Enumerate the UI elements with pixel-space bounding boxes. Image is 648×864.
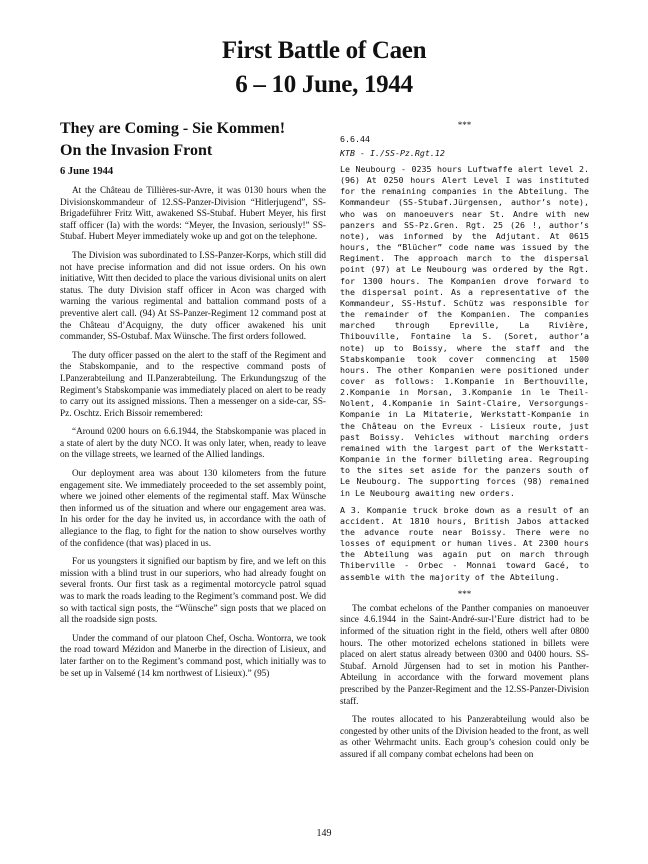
chapter-title <box>0 34 648 102</box>
section-divider: *** <box>457 120 472 130</box>
paragraph: The routes allocated to his Panzerabteilung would also be congested by other units of the Division headed to the front, as well as other Wehrmacht units. Each group’s cohesion could only be assured if all company combat echelons had been on <box>340 714 589 759</box>
section-date: 6 June 1944 <box>60 166 114 177</box>
war-diary-entry: Le Neubourg - 0235 hours Luftwaffe alert level 2. (96) At 0250 hours Alert Level I was instituted for the remaining companies in the Abteilung. The Kommandeur (SS-Stubaf.Jürgensen, author’s note), who was on manoeuvers near St. Andre with new panzers and SS-Pz.Gren. Rgt. 25 (26 !, author’s note), was informed by the Adjutant. At 0615 hours, the “Blücher” code name was issued by the Regiment. The approach march to the dispersal point (97) at Le Neubourg was ordered by the Rgt. for 1300 hours. The Kompanien drove forward to the dispersal point. As a representative of the Kommandeur, SS-Hstuf. Schütz was responsible for the remainder of the Kompanien. The companies marched through Epreville, La Rivière, Thibouville, Fontaine la S. (Soret, author’a note) up to Boissy, where the staff and the Stabskompanie took cover commencing at 1500 hours. The other Kompanien were positioned under cover as follows: 1.Kompanie in Berthouville, 2.Kompanie in Morsan, 3.Kompanie in le Theil-Nolent, 4.Kompanie in Saint-Claire, Versorgungs-Kompanie in La Mitaterie, Werkstatt-Kompanie in the Château on the Evreux - Lisieux route, just past Boissy. Vehicles without marching orders remained with the largest part of the Werkstatt-Kompanie in the former billeting area. Regrouping to the sites set aside for the panzers south of Le Neubourg. The supporting forces (98) remained in Le Neubourg awaiting new orders. <box>340 164 589 498</box>
paragraph: Under the command of our platoon Chef, Oscha. Wontorra, we took the road toward Mézidon and Manerbe in the direction of Lisieux, and later farther on to the Regiment’s command post, which initially was to be set up in Valsemé (14 km northwest of Lisieux).” (95) <box>60 632 326 678</box>
chapter-title-line2: 6 – 10 June, 1944 <box>235 71 413 98</box>
log-date: 6.6.44 <box>340 134 370 144</box>
section-subheading: On the Invasion Front <box>60 142 213 159</box>
war-diary-entry: A 3. Kompanie truck broke down as a result of an accident. At 1810 hours, British Jabos attacked the advance route near Boissy. There were no losses of equipment or human lives. At 2300 hours the Abteilung was again put on march through Thiberville - Orbec - Monnai toward Gacé, to assemble with the majority of the Abteilung. <box>340 504 589 582</box>
paragraph: “Around 0200 hours on 6.6.1944, the Stabskompanie was placed in a state of alert by the duty NCO. It was only later, when, ready to leave on the village streets, we learned of the Allied landings. <box>60 426 326 460</box>
page-number: 149 <box>316 828 332 839</box>
section-divider: *** <box>457 588 472 599</box>
paragraph: The Division was subordinated to I.SS-Panzer-Korps, which still did not have precise information and did not issue orders. On his own initiative, Witt then decided to place the various divisional units on alert status. The duty Division staff officer in Acon was charged with warning the various regimental and battalion command posts of a preventive alert call. (94) At SS-Panzer-Regiment 12 command post at the Château d’Acquigny, the duty officer awakened his unit commander, SS-Ostubaf. Max Wünsche. The first orders followed. <box>60 249 326 342</box>
right-column <box>340 118 589 768</box>
section-heading: They are Coming - Sie Kommen! <box>60 120 286 137</box>
chapter-title-line1: First Battle of Caen <box>221 37 427 64</box>
log-unit: KTB - I./SS-Pz.Rgt.12 <box>340 148 445 158</box>
paragraph: For us youngsters it signified our baptism by fire, and we left on this mission with a blind trust in our superiors, who had already fought on several fronts. Our first task as a regimental motorcycle patrol squad was to mark the roads leading to the Regiment’s command post. We did so with tactical sign posts, the “Wünsche” sign posts that we placed on all the roadside sign posts. <box>60 556 326 625</box>
paragraph: The duty officer passed on the alert to the staff of the Regiment and the Stabskompanie, and to the respective command posts of I.Panzerabteilung and II.Panzerabteilung. The Erkundungszug of the Regiment’s Stabskompanie was immediately placed on alert to be ready to carry out its assigned missions. Then a messenger on a side-car, SS-Pz. Oschtz. Erich Bissoir remembered: <box>60 349 326 418</box>
paragraph: At the Château de Tillières-sur-Avre, it was 0130 hours when the Divisionskommandeur of 12.SS-Panzer-Division “Hitlerjugend”, SS-Brigadeführer Fritz Witt, awakened SS-Stubaf. Hubert Meyer, his first staff officer (Ia) with the words: “Meyer, the Invasion, seriously!” SS-Stubaf. Hubert Meyer immediately woke up and got on the telephone. <box>60 185 326 242</box>
paragraph: The combat echelons of the Panther companies on manoeuver since 4.6.1944 in the Saint-André-sur-l’Eure district had to be informed of the situation right in the field, others well after 0800 hours. The other motorized echelons stationed in billets were placed on alert status already between 0300 and 0400 hours. SS-Stubaf. Arnold Jürgensen had to set in motion his Panther-Abteilung in accordance with the forward movement plans prescribed by the Panzer-Regiment and the 12.SS-Panzer-Division staff. <box>340 602 589 706</box>
left-column <box>60 118 326 686</box>
paragraph: Our deployment area was about 130 kilometers from the future engagement site. We immediately proceeded to the set assembly point, where we joined other elements of the regimental staff. Max Wünsche then informed us of the situation and where our engagement area was. In his order for the day he invited us, in accordance with the oath of allegiance to the flag, to fight for the nation to show ourselves worthy of the confidence (that was) placed in us. <box>60 468 326 548</box>
